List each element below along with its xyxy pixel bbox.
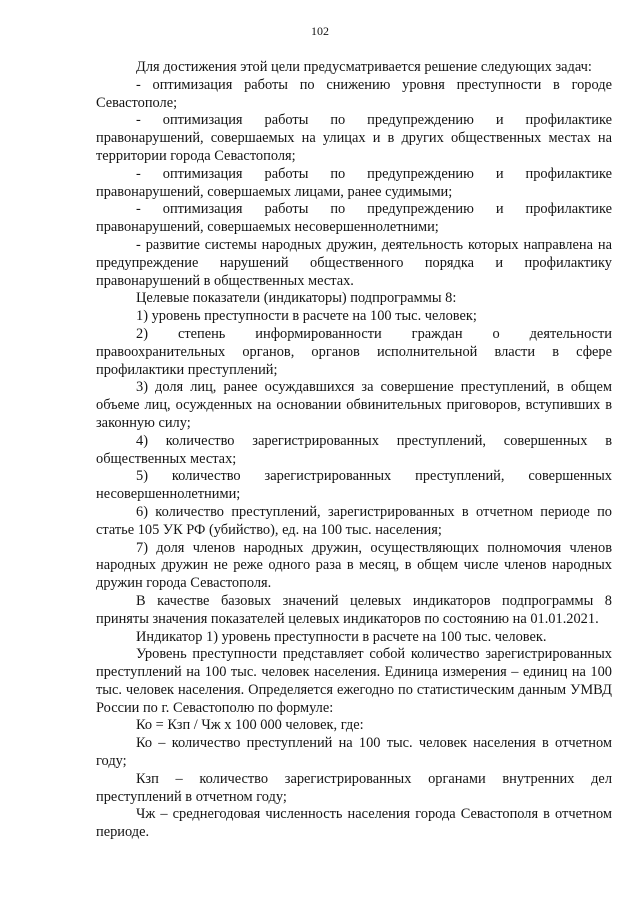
document-body (96, 59, 612, 842)
paragraph-formula-kzp: Кзп – количество зарегистрированных органами внутренних дел преступлений в отчетном году; (96, 770, 612, 805)
paragraph-indicator-1-title: Индикатор 1) уровень преступности в расчете на 100 тыс. человек. (136, 628, 547, 645)
paragraph-indicator-5: 5) количество зарегистрированных преступлений, совершенных несовершеннолетними; (96, 468, 612, 503)
paragraph-formula-ko: Ко – количество преступлений на 100 тыс. человек населения в отчетном году; (96, 735, 612, 770)
paragraph-crime-level-definition: Уровень преступности представляет собой количество зарегистрированных преступлений на 100 тыс. человек населения. Единица измерения – единиц на 100 тыс. человек населения. Определяется ежегодно по статистическим данным УМВД России по г. Севастополю по формуле: (96, 646, 612, 716)
paragraph-base-values: В качестве базовых значений целевых индикаторов подпрограммы 8 приняты значения показателей целевых индикаторов по состоянию на 01.01.2021. (96, 592, 612, 627)
paragraph-formula-chzh: Чж – среднегодовая численность населения города Севастополя в отчетном периоде. (96, 806, 612, 841)
paragraph-task-4: - оптимизация работы по предупреждению и профилактике правонарушений, совершаемых несовершеннолетними; (96, 201, 612, 236)
paragraph-indicators-heading: Целевые показатели (индикаторы) подпрограммы 8: (136, 290, 457, 307)
paragraph-task-5: - развитие системы народных дружин, деятельность которых направлена на предупреждение нарушений общественного порядка и профилактику правонарушений в общественных местах. (96, 236, 612, 289)
paragraph-task-2: - оптимизация работы по предупреждению и профилактике правонарушений, совершаемых на улицах и в других общественных местах на территории города Севастополя; (96, 112, 612, 164)
paragraph-indicator-6: 6) количество преступлений, зарегистрированных в отчетном периоде по статье 105 УК РФ (убийство), ед. на 100 тыс. населения; (96, 503, 612, 538)
paragraph-indicator-7: 7) доля членов народных дружин, осуществляющих полномочия членов народных дружин не реже одного раза в месяц, в общем числе членов народных дружин города Севастополя. (96, 539, 612, 592)
paragraph-indicator-3: 3) доля лиц, ранее осуждавшихся за совершение преступлений, в общем объеме лиц, осужденных на основании обвинительных приговоров, вступивших в законную силу; (96, 379, 612, 431)
paragraph-task-3: - оптимизация работы по предупреждению и профилактике правонарушений, совершаемых лицами, ранее судимыми; (96, 165, 612, 200)
page-number: 102 (311, 24, 329, 38)
paragraph-indicator-4: 4) количество зарегистрированных преступлений, совершенных в общественных местах; (96, 432, 612, 467)
paragraph-indicator-1: 1) уровень преступности в расчете на 100 тыс. человек; (136, 308, 477, 325)
paragraph-indicator-2: 2) степень информированности граждан о деятельности правоохранительных органов, органов исполнительной власти в сфере профилактики преступлений; (96, 325, 612, 378)
paragraph-tasks-intro: Для достижения этой цели предусматривается решение следующих задач: (136, 59, 592, 75)
paragraph-task-1: - оптимизация работы по снижению уровня преступности в городе Севастополе; (96, 76, 612, 111)
paragraph-formula: Ко = Кзп / Чж х 100 000 человек, где: (136, 717, 364, 734)
